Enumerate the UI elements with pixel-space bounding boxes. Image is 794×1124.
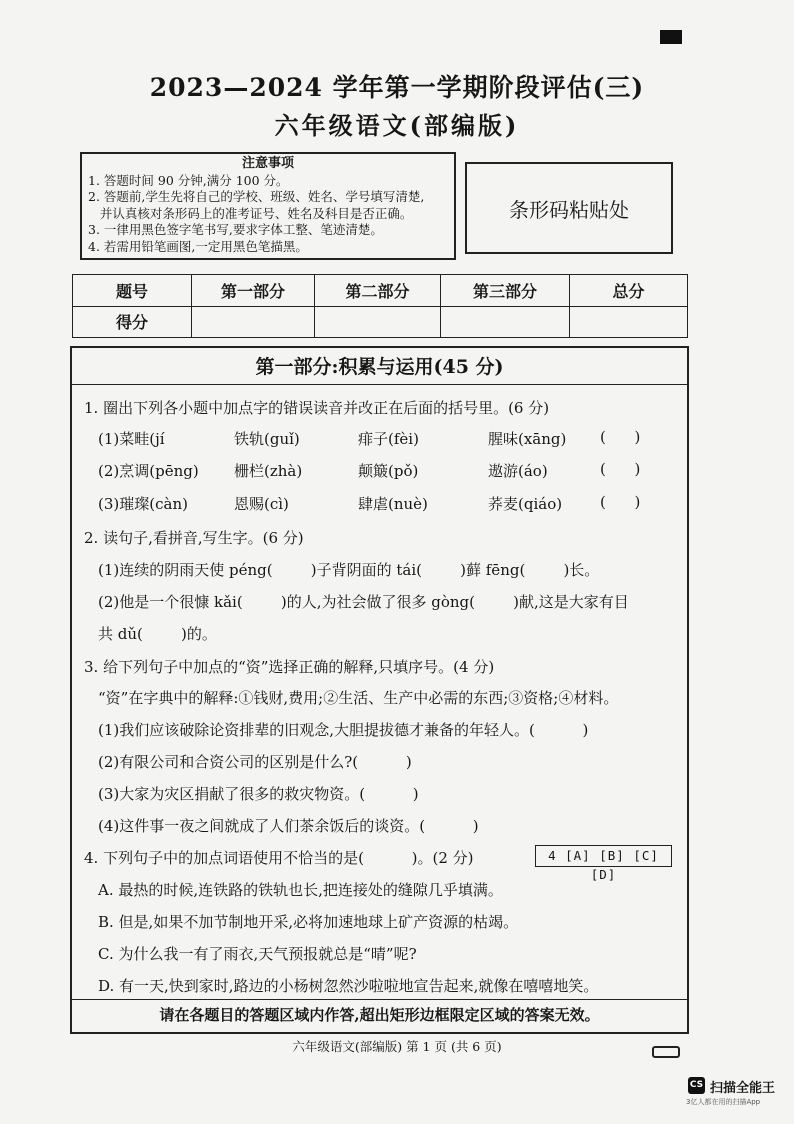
q4-option: C. 为什么我一有了雨衣,天气预报就总是“晴”呢? bbox=[98, 945, 417, 963]
score-header-row bbox=[73, 275, 688, 307]
exam-title: 2023—2024 学年第一学期阶段评估(三) bbox=[149, 73, 645, 102]
notice-line: 4. 若需用铅笔画图,一定用黑色笔描黑。 bbox=[88, 238, 308, 254]
q1-item: 痱子(fèi) bbox=[358, 430, 419, 448]
camscanner-logo-icon: CS bbox=[688, 1077, 705, 1094]
score-header-cell: 第三部分 bbox=[441, 275, 570, 307]
notice-line: 并认真核对条形码上的准考证号、姓名及科目是否正确。 bbox=[88, 205, 413, 221]
corner-registration-mark bbox=[660, 30, 682, 44]
q1-answer-blank[interactable]: ( ) bbox=[600, 428, 641, 446]
notice-title: 注意事项 bbox=[241, 156, 294, 171]
score-table bbox=[72, 274, 688, 338]
q4-option: D. 有一天,快到家时,路边的小杨树忽然沙啦啦地宣告起来,就像在嘻嘻地笑。 bbox=[98, 977, 599, 995]
q1-item: 颠簸(pǒ) bbox=[358, 462, 419, 480]
q3-item[interactable]: (3)大家为灾区捐献了很多的救灾物资。( ) bbox=[98, 785, 419, 803]
score-header-cell: 第二部分 bbox=[315, 275, 441, 307]
score-value-row bbox=[73, 306, 688, 338]
q1-item: (1)菜畦(jí bbox=[98, 430, 165, 448]
q3-item[interactable]: (4)这件事一夜之间就成了人们茶余饭后的谈资。( ) bbox=[98, 817, 479, 835]
part1-title: 第一部分:积累与运用(45 分) bbox=[255, 356, 504, 378]
notice-line: 1. 答题时间 90 分钟,满分 100 分。 bbox=[88, 172, 289, 188]
page-footer: 六年级语文(部编版) 第 1 页 (共 6 页) bbox=[292, 1039, 502, 1054]
q1-item: (3)璀璨(càn) bbox=[98, 495, 188, 513]
score-input-cell[interactable] bbox=[192, 306, 315, 338]
q3-item[interactable]: (1)我们应该破除论资排辈的旧观念,大胆提拔德才兼备的年轻人。( ) bbox=[98, 721, 589, 739]
q2-stem: 2. 读句子,看拼音,写生字。(6 分) bbox=[84, 529, 304, 547]
score-input-cell[interactable] bbox=[570, 306, 688, 338]
scanner-brand-name: 扫描全能王 bbox=[710, 1081, 776, 1096]
divider bbox=[70, 384, 689, 385]
barcode-area: 条形码粘贴处 bbox=[465, 162, 673, 254]
registration-mark bbox=[652, 1046, 680, 1058]
score-header-cell: 第一部分 bbox=[192, 275, 315, 307]
q2-line[interactable]: (2)他是一个很慷 kǎi( )的人,为社会做了很多 gòng( )献,这是大家有目 bbox=[98, 593, 629, 611]
score-header-cell: 总分 bbox=[570, 275, 688, 307]
q1-item: 恩赐(cì) bbox=[234, 495, 289, 513]
q1-answer-blank[interactable]: ( ) bbox=[600, 493, 641, 511]
q2-line[interactable]: (1)连续的阴雨天使 péng( )子背阴面的 tái( )藓 fēng( )长。 bbox=[98, 561, 600, 579]
q4-option: A. 最热的时候,连铁路的铁轨也长,把连接处的缝隙几乎填满。 bbox=[98, 881, 503, 899]
notice-box bbox=[80, 152, 456, 260]
q1-item: 腥味(xāng) bbox=[488, 430, 567, 448]
answer-area-warning: 请在各题目的答题区域内作答,超出矩形边框限定区域的答案无效。 bbox=[159, 1006, 600, 1024]
q4-answer-bubbles[interactable]: 4 [A] [B] [C] [D] bbox=[535, 845, 672, 867]
scanner-tagline: 3亿人都在用的扫描App bbox=[686, 1098, 761, 1106]
q3-stem: 3. 给下列句子中加点的“资”选择正确的解释,只填序号。(4 分) bbox=[84, 658, 495, 676]
score-input-cell[interactable] bbox=[315, 306, 441, 338]
q2-line[interactable]: 共 dǔ( )的。 bbox=[98, 625, 217, 643]
score-label-cell: 得分 bbox=[73, 306, 192, 338]
notice-line: 3. 一律用黑色签字笔书写,要求字体工整、笔迹清楚。 bbox=[88, 222, 383, 237]
score-input-cell[interactable] bbox=[441, 306, 570, 338]
q1-item: (2)烹调(pēng) bbox=[98, 462, 199, 480]
q1-item: 铁轨(guǐ) bbox=[234, 430, 300, 448]
notice-line: 2. 答题前,学生先将自己的学校、班级、姓名、学号填写清楚, bbox=[88, 189, 425, 204]
q3-item[interactable]: (2)有限公司和合资公司的区别是什么?( ) bbox=[98, 753, 412, 771]
q1-item: 栅栏(zhà) bbox=[234, 462, 303, 480]
q3-dictionary: “资”在字典中的解释:①钱财,费用;②生活、生产中必需的东西;③资格;④材料。 bbox=[98, 689, 619, 707]
q4-stem: 4. 下列句子中的加点词语使用不恰当的是( )。(2 分) bbox=[84, 849, 474, 867]
q1-item: 肆虐(nuè) bbox=[358, 495, 428, 513]
score-header-cell: 题号 bbox=[73, 275, 192, 307]
q1-stem: 1. 圈出下列各小题中加点字的错误读音并改正在后面的括号里。(6 分) bbox=[84, 399, 550, 417]
q1-item: 荞麦(qiáo) bbox=[488, 495, 563, 513]
q4-option: B. 但是,如果不加节制地开采,必将加速地球上矿产资源的枯竭。 bbox=[98, 913, 519, 931]
q1-item: 遨游(áo) bbox=[488, 462, 548, 480]
q1-answer-blank[interactable]: ( ) bbox=[600, 460, 641, 478]
exam-subtitle: 六年级语文(部编版) bbox=[274, 111, 520, 140]
divider bbox=[70, 999, 689, 1000]
